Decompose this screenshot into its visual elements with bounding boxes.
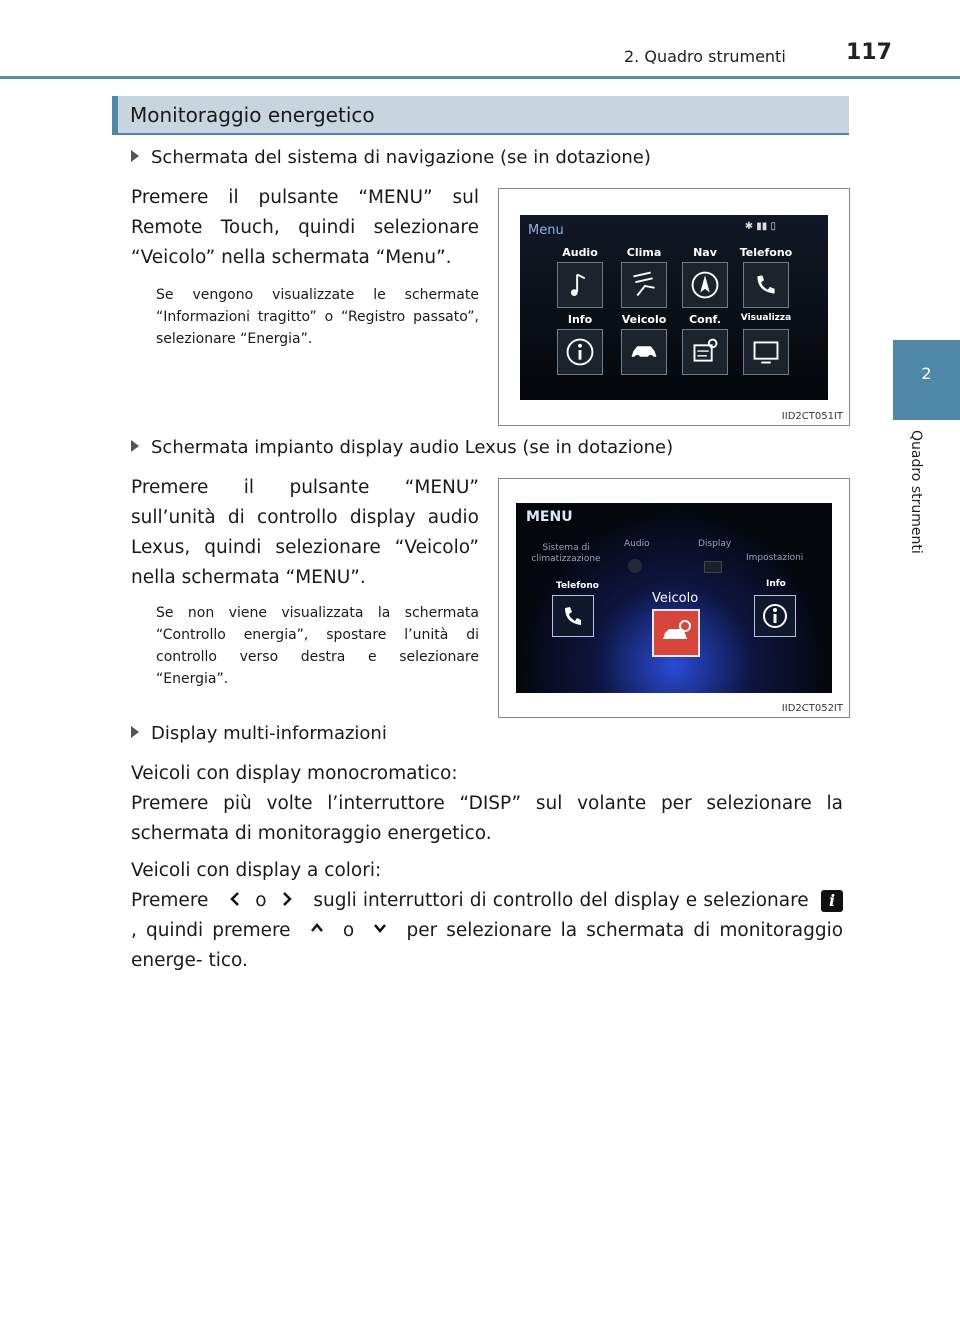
chapter-tab: 2 — [893, 340, 960, 420]
header-rule — [0, 76, 960, 79]
chevron-left-icon — [227, 890, 243, 908]
page-number: 117 — [846, 40, 892, 65]
figure2-code: IID2CT052IT — [781, 703, 843, 714]
display-dot — [704, 561, 722, 573]
audio-tile[interactable] — [557, 262, 603, 308]
nav-label-info: Info — [567, 313, 593, 326]
nav-label-visualizza: Visualizza — [740, 313, 792, 323]
block2-body: Premere il pulsante “MENU” sull’unità di controllo display audio Lexus, quindi selezionare “Veicolo” nella schermata “MENU”. — [131, 477, 479, 588]
block3-heading: Display multi-informazioni — [131, 723, 387, 744]
color-text-c: quindi premere — [145, 920, 291, 941]
phone-icon — [553, 596, 593, 636]
color-text-b: sugli interruttori di controllo del display e selezionare — [313, 890, 809, 911]
label-audio: Audio — [624, 539, 650, 549]
info-button[interactable] — [754, 595, 796, 637]
car-gear-icon — [654, 611, 698, 655]
nav-label-veicolo: Veicolo — [621, 313, 667, 326]
block1-heading: Schermata del sistema di navigazione (se in dotazione) — [131, 147, 651, 168]
label-telefono: Telefono — [556, 581, 599, 591]
color-text-d: per selezionare la schermata di monitoraggio energe- tico. — [131, 920, 844, 971]
music-note-icon — [558, 263, 602, 307]
mono-display-text: Premere più volte l’interruttore “DISP” sul volante per selezionare la schermata di monitoraggio energetico. — [131, 793, 843, 844]
color-text-a: Premere — [131, 890, 209, 911]
info-icon — [755, 596, 795, 636]
info-tile[interactable] — [557, 329, 603, 375]
section-title: Monitoraggio energetico — [130, 103, 375, 127]
block1-note: Se vengono visualizzate le schermate “Informazioni tragitto” o “Registro passato”, selezionare “Energia”. — [156, 287, 479, 347]
monitor-icon — [744, 330, 788, 374]
mono-display-label: Veicoli con display monocromatico: — [131, 763, 458, 784]
chapter-title: 2. Quadro strumenti — [624, 47, 786, 66]
nav-menu-title: Menu — [528, 223, 564, 238]
audio-menu-title: MENU — [526, 509, 573, 525]
nav-label-audio: Audio — [562, 246, 598, 259]
info-icon — [558, 330, 602, 374]
label-display: Display — [698, 539, 732, 549]
clima-tile[interactable] — [621, 262, 667, 308]
or-text-1: o — [255, 890, 267, 911]
nav-label-nav: Nav — [693, 246, 717, 259]
audio-screen — [516, 503, 832, 693]
info-button-icon: i — [821, 890, 843, 912]
nav-label-telefono: Telefono — [739, 246, 793, 259]
color-display-label: Veicoli con display a colori: — [131, 860, 382, 881]
label-clima: Sistema di climatizzazione — [531, 543, 601, 564]
car-icon — [622, 330, 666, 374]
audio-dot — [628, 559, 642, 573]
compass-icon — [683, 263, 727, 307]
color-display-text — [131, 886, 843, 976]
telefono-tile[interactable] — [743, 262, 789, 308]
status-icons: ✱ ▮▮ ▯ — [744, 221, 776, 232]
settings-icon — [683, 330, 727, 374]
nav-tile[interactable] — [682, 262, 728, 308]
chevron-right-icon — [279, 890, 295, 908]
nav-label-clima: Clima — [626, 246, 662, 259]
section-header — [112, 96, 849, 134]
block2-note: Se non viene visualizzata la schermata “Controllo energia”, spostare l’unità di controllo verso destra e selezionare “Energia”. — [156, 605, 479, 687]
nav-screen — [520, 215, 828, 400]
label-veicolo: Veicolo — [652, 591, 699, 606]
conf-tile[interactable] — [682, 329, 728, 375]
figure-audio-display-menu — [498, 478, 850, 718]
comma-text: , — [131, 920, 137, 941]
block2-heading: Schermata impianto display audio Lexus (se in dotazione) — [131, 437, 673, 458]
visualizza-tile[interactable] — [743, 329, 789, 375]
nav-label-conf: Conf. — [689, 313, 721, 326]
chevron-up-icon — [309, 920, 325, 936]
or-text-2: o — [342, 920, 355, 941]
veicolo-button[interactable] — [652, 609, 700, 657]
block3-p1 — [131, 759, 843, 849]
figure-navigation-menu — [498, 188, 850, 426]
chapter-tab-label: Quadro strumenti — [908, 430, 924, 554]
veicolo-tile[interactable] — [621, 329, 667, 375]
label-info: Info — [766, 579, 786, 589]
phone-icon — [744, 263, 788, 307]
telefono-button[interactable] — [552, 595, 594, 637]
chevron-down-icon — [372, 920, 388, 936]
figure1-code: IID2CT051IT — [781, 411, 843, 422]
label-impostazioni: Impostazioni — [746, 553, 804, 563]
block1-body: Premere il pulsante “MENU” sul Remote Touch, quindi selezionare “Veicolo” nella schermata “Menu”. — [131, 187, 479, 268]
climate-seat-icon — [622, 263, 666, 307]
section-underline — [112, 133, 849, 135]
block3-p2 — [131, 856, 843, 976]
